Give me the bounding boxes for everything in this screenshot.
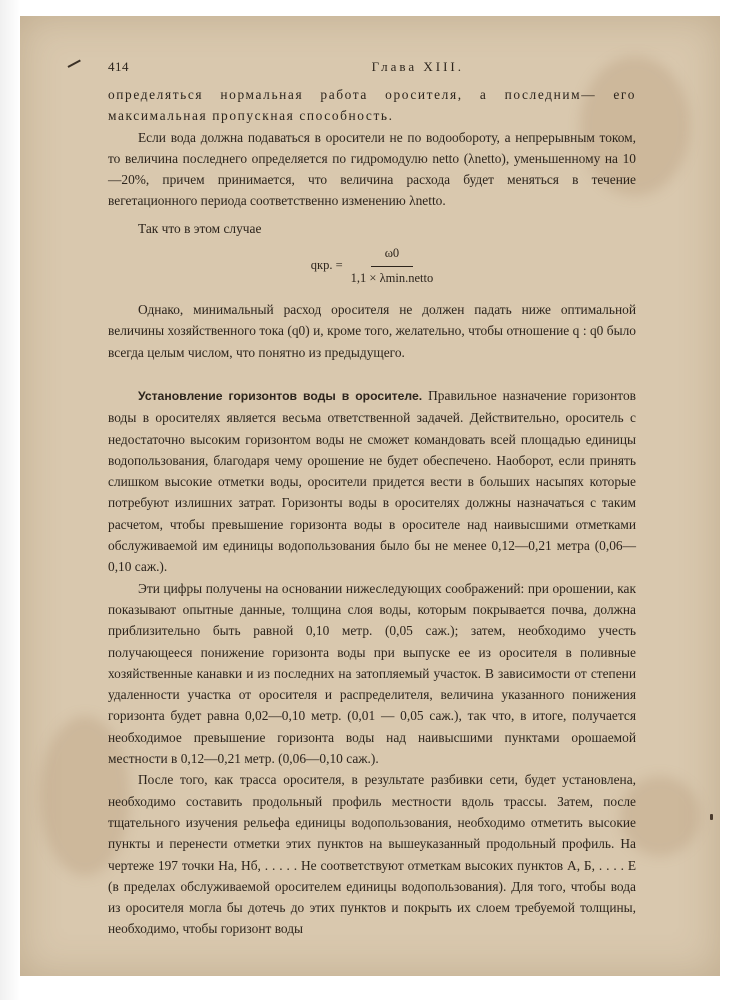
page-text [108, 56, 636, 940]
chapter-title: Глава XIII. [371, 59, 464, 74]
formula-left: qкр. = [310, 258, 343, 273]
paragraph: Однако, минимальный расход оросителя не должен падать ниже оптимальной величины хозяйственного тока (q0) и, кроме того, желательно, чтобы отношение q : q0 было всегда целым числом, что понятно из предыдущего. [108, 302, 636, 360]
paragraph: Так что в этом случае [138, 220, 262, 236]
formula-fraction [351, 243, 434, 289]
page-number: 414 [108, 59, 129, 74]
running-header [108, 56, 636, 78]
formula-numerator: ω0 [371, 243, 413, 266]
paragraph: Если вода должна подаваться в оросители не по водообороту, а непрерывным током, то величина последнего определяется по гидромодулю netto (λnetto), уменьшенному на 10—20%, причем принимается, что величина расхода будет меняться в течение вегетационного периода соответственно изменению λnetto. [108, 129, 636, 209]
scan-edge [0, 0, 20, 1000]
paragraph: определяться нормальная работа оросителя, а последним— его максимальная пропускная способность. [108, 87, 636, 124]
formula-denominator: 1,1 × λmin.netto [350, 270, 434, 285]
paragraph: Эти цифры получены на основании нижеследующих соображений: при орошении, как показывают опытные данные, толщина слоя воды, которым покрывается почва, должна приблизительно быть равной 0,10 метр. (0,05 саж.); затем, необходимо учесть получающееся понижение горизонта воды при выпуске ее из оросителя в поливные хозяйственные канавки и из последних на затопляемый участок. В зависимости от степени удаленности участка от оросителя и распределителя, величина указанного понижения горизонта будет равна 0,02—0,10 метр. (0,01 — 0,05 саж.), так что, в итоге, получается необходимое превышение горизонта воды над наивысшими пунктами орошаемой местности в 0,12—0,21 метр. (0,06—0,10 саж.). [108, 580, 636, 767]
ink-dot [710, 814, 713, 820]
paragraph: После того, как трасса оросителя, в результате разбивки сети, будет установлена, необходимо составить продольный профиль местности вдоль трассы. Затем, после тщательного изучения рельефа единицы водопользования, необходимо отметить высокие пункты и перенести отметки этих пунктов на вышеуказанный продольный профиль. На чертеже 197 точки Hа, Hб, . . . . . Hе соответствуют отметкам высоких пунктов А, Б, . . . . Е (в пределах обслуживаемой оросителем единицы водопользования). Для того, чтобы вода из оросителя могла бы дотечь до этих пунктов и покрыть их слоем требуемой толщины, необходимо, чтобы горизонт воды [108, 772, 636, 937]
section-heading: Установление горизонтов воды в оросителе. [138, 388, 423, 403]
formula [108, 241, 636, 291]
paragraph-text: Правильное назначение горизонтов воды в оросителях является весьма ответственной задачей. Действительно, ороситель с недостаточно высоким горизонтом воды не сможет командовать всей площадью единицы водопользования, благодаря чему орошение не будет обеспечено. Наоборот, если принять слишком высокие отметки воды, оросители придется вести в больших насыпях которые потребуют излишних затрат. Горизонты воды в оросителях должны назначаться с таким расчетом, чтобы превышение горизонта воды в оросителе над наивысшими отметками обслуживаемой им единицы водопользования было бы не менее 0,12—0,21 метра (0,06—0,10 саж.). [108, 387, 636, 575]
pencil-mark [68, 60, 81, 68]
section-paragraph [108, 385, 636, 578]
section-gap [108, 363, 636, 385]
